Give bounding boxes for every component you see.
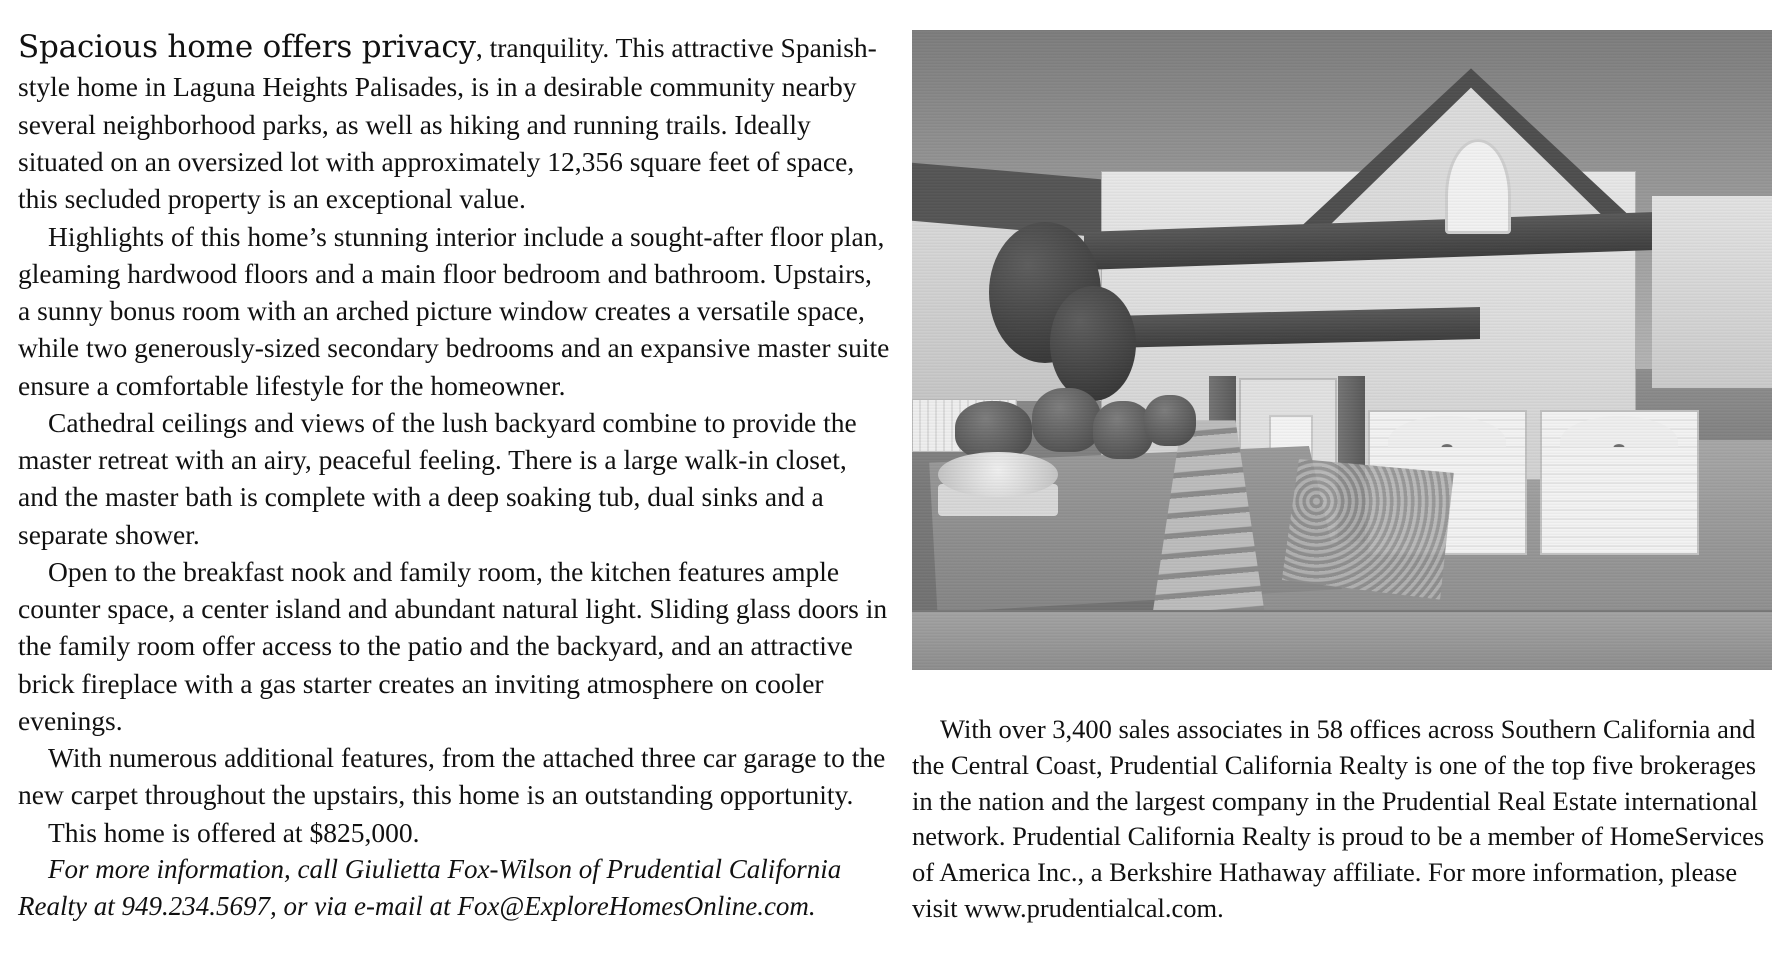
article-headline: Spacious home offers privacy [18, 29, 476, 65]
article-column [18, 26, 890, 924]
article-lead-rest: , tranquility. This attractive Spanish-style home in Laguna Heights Palisades, is in a desirable community nearby several neighborhood parks, as well as hiking and running trails. Ideally situated on an oversized lot with approximately 12,356 square feet of space, this secluded property is an exceptional value. [18, 32, 877, 215]
article-paragraph-5: This home is offered at $825,000. [48, 816, 420, 848]
photo-rock-bed [1282, 459, 1454, 600]
photo-garage-fan-light-left [1388, 416, 1506, 447]
photo-palm-tree [1050, 286, 1136, 401]
article-contact-info: For more information, call Giulietta Fox-Wilson of Prudential California Realty at 949.234.5697, or via e-mail at Fox@ExploreHomesOnline.com. [18, 853, 842, 921]
article-lead-paragraph [18, 26, 890, 218]
photo-garage-door-right [1540, 410, 1699, 555]
article-paragraph-4: With numerous additional features, from the attached three car garage to the new carpet throughout the upstairs, this home is an outstanding opportunity. [18, 742, 886, 811]
photo-shrub-4 [1144, 395, 1196, 446]
article-paragraph-1: Highlights of this home’s stunning interior include a sought-after floor plan, gleaming hardwood floors and a main floor bedroom and bathroom. Upstairs, a sunny bonus room with an arched picture window creates a versatile space, while two generously-sized secondary bedrooms and an expansive master suite ensure a comfortable lifestyle for the homeowner. [18, 220, 890, 401]
article-paragraph-2: Cathedral ceilings and views of the lush backyard combine to provide the master retreat with an airy, peaceful feeling. There is a large walk-in closet, and the master bath is complete with a deep soaking tub, dual sinks and a separate shower. [18, 406, 857, 550]
article-paragraph-3: Open to the breakfast nook and family room, the kitchen features ample counter space, a center island and abundant natural light. Sliding glass doors in the family room offer access to the patio and the backyard, and an attractive brick fireplace with a gas starter creates an inviting atmosphere on cooler evenings. [18, 555, 888, 736]
photo-column [912, 30, 1772, 953]
photo-neighbor-house-right [1652, 196, 1772, 388]
brokerage-caption: With over 3,400 sales associates in 58 offices across Southern California and the Central Coast, Prudential California Realty is one of the top five brokerages in the nation and the largest company in the Prudential Real Estate international network. Prudential California Realty is proud to be a member of HomeServices of America Inc., a Berkshire Hathaway affiliate. For more information, please visit www.prudentialcal.com. [912, 714, 1765, 923]
photo-shrub-2 [1032, 388, 1101, 452]
photo-garage-fan-light-right [1560, 416, 1678, 447]
photo-flower-bed [938, 452, 1058, 497]
photo-shrub-1 [955, 401, 1032, 459]
photo-sidewalk [912, 610, 1772, 670]
property-photo [912, 30, 1772, 670]
